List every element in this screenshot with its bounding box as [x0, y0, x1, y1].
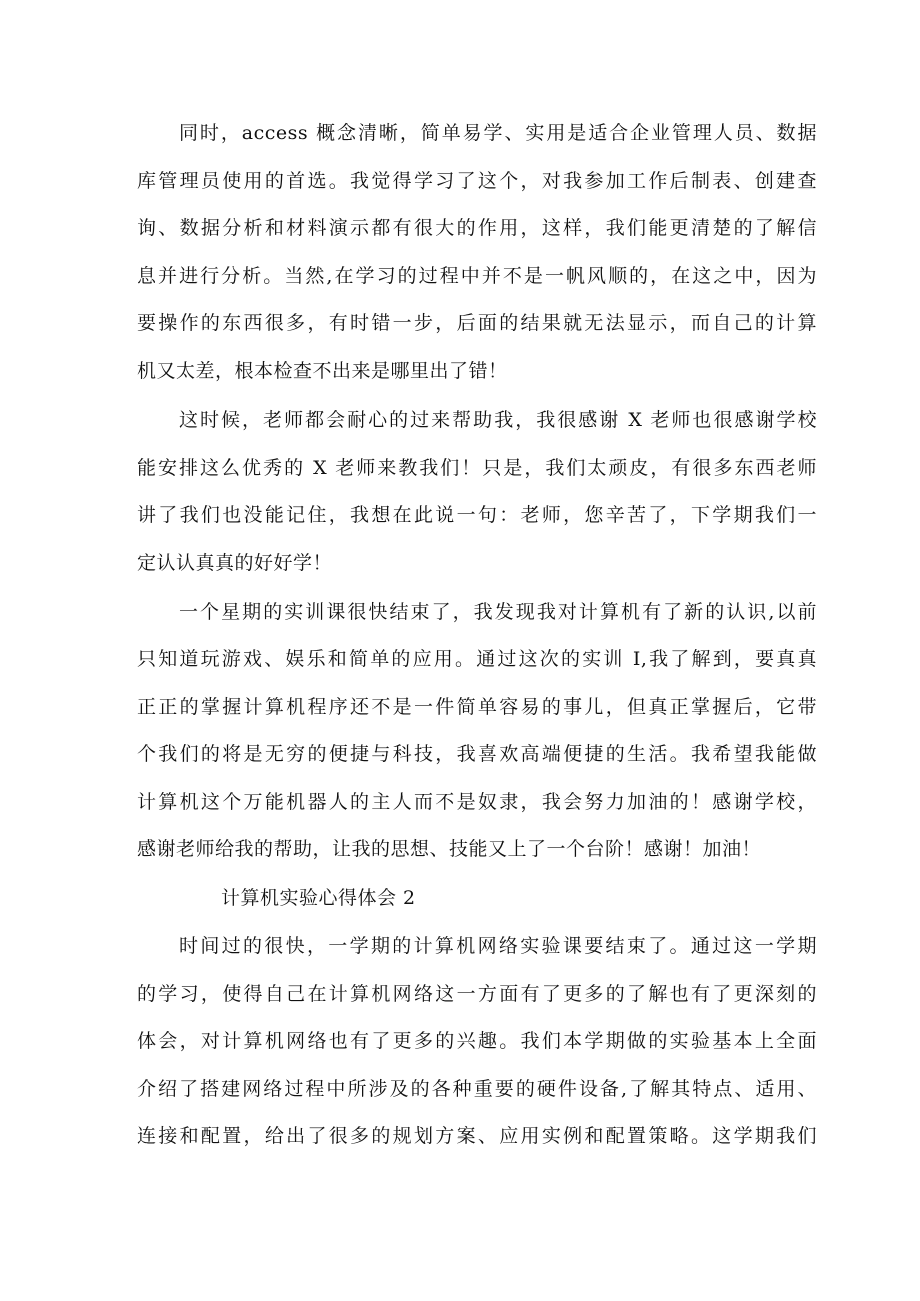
- paragraph-1-line-5: 要操作的东西很多，有时错一步，后面的结果就无法显示，而自己的计算: [137, 312, 817, 334]
- paragraph-1-line-2: 库管理员使用的首选。我觉得学习了这个，对我参加工作后制表、创建查: [137, 170, 817, 192]
- paragraph-2-line-1: 这时候，老师都会耐心的过来帮助我，我很感谢 X 老师也很感谢学校: [179, 409, 817, 431]
- paragraph-4-line-3: 体会，对计算机网络也有了更多的兴趣。我们本学期做的实验基本上全面: [137, 1030, 817, 1052]
- paragraph-4-line-2: 的学习，使得自己在计算机网络这一方面有了更多的了解也有了更深刻的: [137, 983, 817, 1005]
- paragraph-1-line-6: 机又太差，根本检查不出来是哪里出了错！: [137, 360, 508, 382]
- paragraph-1-line-4: 息并进行分析。当然,在学习的过程中并不是一帆风顺的，在这之中，因为: [137, 265, 817, 287]
- paragraph-1-line-3: 询、数据分析和材料演示都有很大的作用，这样，我们能更清楚的了解信: [137, 217, 817, 239]
- paragraph-3-line-3: 正正的掌握计算机程序还不是一件简单容易的事儿，但真正掌握后，它带: [137, 696, 817, 718]
- paragraph-1-line-1: 同时，access 概念清晰，简单易学、实用是适合企业管理人员、数据: [179, 122, 817, 144]
- paragraph-4-line-5: 连接和配置，给出了很多的规划方案、应用实例和配置策略。这学期我们: [137, 1125, 817, 1147]
- paragraph-4-line-4: 介绍了搭建网络过程中所涉及的各种重要的硬件设备,了解其特点、适用、: [137, 1078, 817, 1100]
- paragraph-3-line-4: 个我们的将是无穷的便捷与科技，我喜欢高端便捷的生活。我希望我能做: [137, 743, 817, 765]
- paragraph-3-line-1: 一个星期的实训课很快结束了，我发现我对计算机有了新的认识,以前: [179, 601, 817, 623]
- paragraph-3-line-5: 计算机这个万能机器人的主人而不是奴隶，我会努力加油的！感谢学校，: [137, 791, 817, 813]
- paragraph-4-line-1: 时间过的很快，一学期的计算机网络实验课要结束了。通过这一学期: [179, 935, 817, 957]
- paragraph-2-line-2: 能安排这么优秀的 X 老师来教我们！只是，我们太顽皮，有很多东西老师: [137, 457, 817, 479]
- paragraph-3-line-2: 只知道玩游戏、娱乐和简单的应用。通过这次的实训 I,我了解到，要真真: [137, 648, 817, 670]
- section-heading: 计算机实验心得体会 2: [221, 887, 416, 909]
- paragraph-2-line-3: 讲了我们也没能记住，我想在此说一句：老师，您辛苦了，下学期我们一: [137, 504, 817, 526]
- paragraph-2-line-4: 定认认真真的好好学！: [137, 552, 333, 574]
- paragraph-3-line-6: 感谢老师给我的帮助，让我的思想、技能又上了一个台阶！感谢！加油！: [137, 838, 762, 860]
